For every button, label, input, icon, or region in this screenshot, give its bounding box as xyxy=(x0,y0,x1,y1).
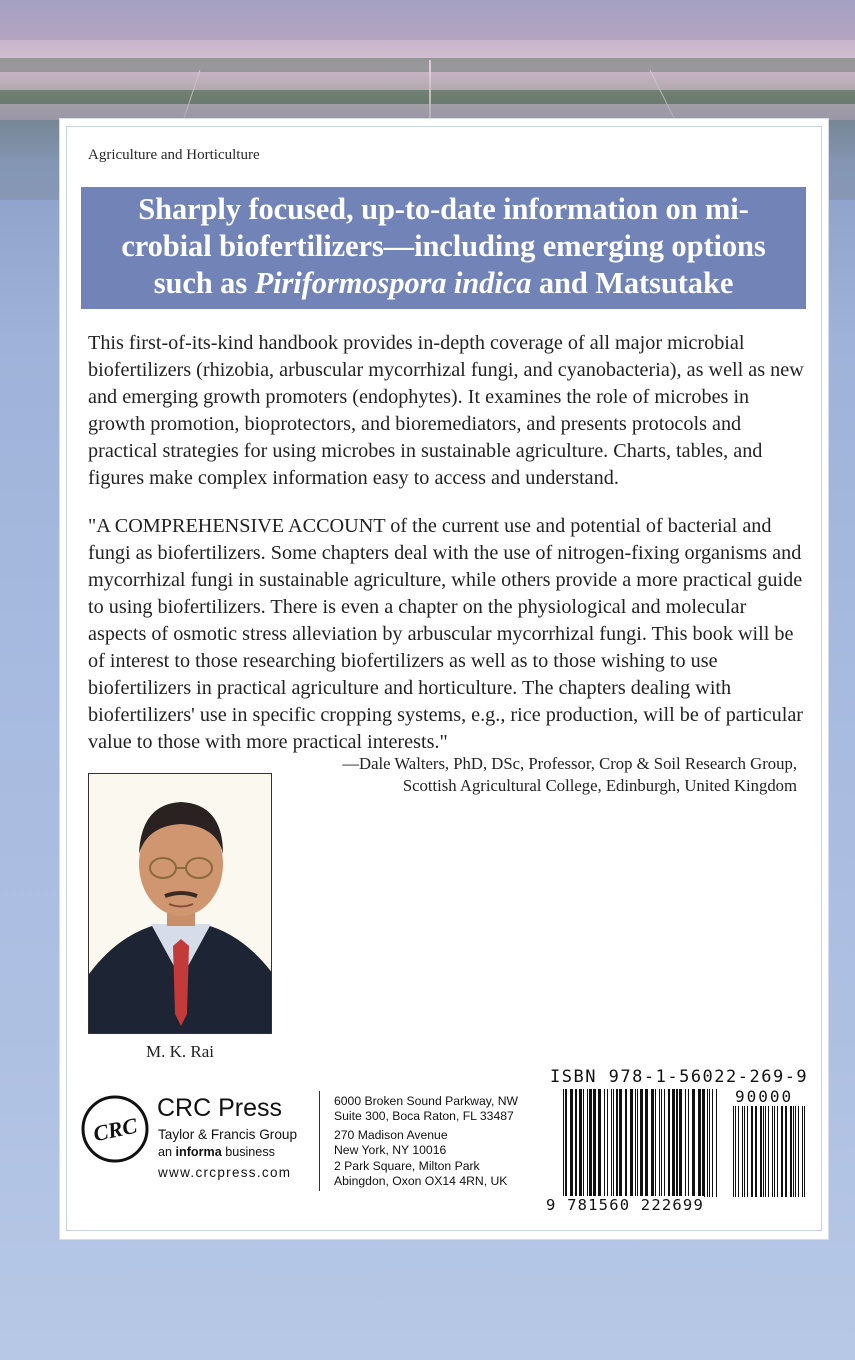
barcode-bar xyxy=(672,1089,675,1197)
isbn-label: ISBN 978-1-56022-269-9 xyxy=(550,1067,809,1087)
publisher-group: Taylor & Francis Group xyxy=(158,1127,298,1142)
barcode-bar xyxy=(716,1089,717,1197)
barcode-bar xyxy=(804,1106,805,1197)
isbn-barcode xyxy=(563,1089,718,1197)
headline-line-3 xyxy=(81,265,806,302)
barcode-bar xyxy=(635,1089,636,1197)
barcode-bar xyxy=(760,1106,762,1197)
barcode-bar xyxy=(655,1089,656,1197)
barcode-bar xyxy=(664,1089,665,1197)
barcode-bar xyxy=(563,1089,564,1197)
headline-banner xyxy=(81,187,806,309)
barcode-bar xyxy=(707,1089,708,1197)
barcode-bar xyxy=(619,1089,622,1197)
barcode-bar xyxy=(579,1089,582,1197)
barcode-bar xyxy=(570,1089,573,1197)
barcode-bar xyxy=(645,1089,648,1197)
barcode-bar xyxy=(709,1089,710,1197)
attribution-line-1: —Dale Walters, PhD, DSc, Professor, Crop & Soil Research Group, xyxy=(342,754,797,773)
barcode-bar xyxy=(640,1089,643,1197)
barcode-bar xyxy=(625,1089,627,1197)
address-line: Abingdon, Oxon OX14 4RN, UK xyxy=(334,1174,508,1188)
barcode-bar xyxy=(777,1106,778,1197)
barcode-bar xyxy=(763,1106,764,1197)
barcode-bar xyxy=(593,1089,596,1197)
barcode-bar xyxy=(785,1106,787,1197)
barcode-bar xyxy=(772,1106,773,1197)
business-pre: an xyxy=(158,1145,176,1159)
author-photo xyxy=(88,773,272,1034)
barcode-bar xyxy=(735,1106,736,1197)
attribution-line-2: Scottish Agricultural College, Edinburgh, United Kingdom xyxy=(402,776,797,795)
headline-line-2: crobial biofertilizers—including emerging options xyxy=(121,229,766,263)
barcode-bar xyxy=(565,1089,567,1197)
crc-logo-text: CRC xyxy=(90,1112,140,1147)
headline-line-3-pre: such as xyxy=(153,266,255,300)
barcode-digits: 9 781560 222699 xyxy=(546,1196,704,1214)
barcode-bar xyxy=(795,1106,796,1197)
publisher-divider xyxy=(319,1091,320,1191)
barcode-bar xyxy=(802,1106,803,1197)
barcode-bar xyxy=(598,1089,601,1197)
business-brand: informa xyxy=(175,1145,222,1159)
price-barcode xyxy=(733,1106,806,1197)
barcode-bar xyxy=(790,1106,792,1197)
barcode-bar xyxy=(768,1106,769,1197)
barcode-bar xyxy=(587,1089,588,1197)
publisher-url[interactable]: www.crcpress.com xyxy=(158,1165,292,1180)
barcode-bar xyxy=(607,1089,608,1197)
author-portrait-illustration xyxy=(89,774,272,1034)
barcode-bar xyxy=(589,1089,592,1197)
barcode-bar xyxy=(698,1089,701,1197)
barcode-bar xyxy=(651,1089,654,1197)
barcode-bar xyxy=(613,1089,614,1197)
address-line: 270 Madison Avenue xyxy=(334,1128,448,1142)
address-abingdon xyxy=(334,1159,507,1189)
barcode-bar xyxy=(611,1089,612,1197)
barcode-bar xyxy=(676,1089,678,1197)
barcode-bar xyxy=(575,1089,577,1197)
barcode-bar xyxy=(793,1106,794,1197)
barcode-bar xyxy=(668,1089,670,1197)
publisher-business xyxy=(158,1145,275,1159)
barcode-bar xyxy=(616,1089,618,1197)
headline-species-name: Piriformospora indica xyxy=(254,266,532,300)
barcode-bar xyxy=(747,1106,748,1197)
barcode-bar xyxy=(583,1089,584,1197)
barcode-bar xyxy=(733,1106,734,1197)
barcode-bar xyxy=(692,1089,695,1197)
address-new-york xyxy=(334,1128,448,1158)
category-label: Agriculture and Horticulture xyxy=(88,147,260,163)
barcode-bar xyxy=(661,1089,662,1197)
barcode-bar xyxy=(742,1106,743,1197)
review-attribution xyxy=(300,753,797,797)
barcode-bar xyxy=(781,1106,783,1197)
barcode-bar xyxy=(744,1106,745,1197)
author-caption: M. K. Rai xyxy=(146,1042,214,1061)
price-code: 90000 xyxy=(735,1087,794,1106)
review-quote: "A COMPREHENSIVE ACCOUNT of the current use and potential of bacterial and fungi as biofertilizers. Some chapters deal with the use of nitrogen-fixing organisms and mycorrhizal fungi in sustainable agriculture, while others provide a more practical guide to using biofertilizers. There is even a chapter on the physiological and molecular aspects of osmotic stress alleviation by arbuscular mycorrhizal fungi. This book will be of interest to those researching biofertilizers as well as to those wishing to use biofertilizers in practical agriculture and horticulture. The chapters dealing with biofertilizers' use in specific cropping systems, e.g., rice production, will be of particular value to those with more practical interests." xyxy=(88,515,804,753)
barcode-bar xyxy=(774,1106,775,1197)
barcode-bar xyxy=(685,1089,686,1197)
barcode-bar xyxy=(738,1106,739,1197)
address-line: Suite 300, Boca Raton, FL 33487 xyxy=(334,1109,514,1123)
address-boca-raton xyxy=(334,1094,518,1124)
business-post: business xyxy=(221,1145,275,1159)
barcode-bar xyxy=(798,1106,799,1197)
address-line: New York, NY 10016 xyxy=(334,1143,447,1157)
barcode-bar xyxy=(712,1089,713,1197)
barcode-bar xyxy=(755,1106,757,1197)
address-line: 6000 Broken Sound Parkway, NW xyxy=(334,1094,519,1108)
book-description: This first-of-its-kind handbook provides in-depth coverage of all major microbial biofertilizers (rhizobia, arbuscular mycorrhizal fungi, and cyanobacteria), as well as new and emerging growth promoters (endophytes). It examines the role of microbes in growth promotion, bioprotectors, and bioremediators, and presents protocols and practical strategies for using microbes in sustainable agriculture. Charts, tables, and figures make complex information easy to access and understand. xyxy=(88,332,804,489)
barcode-bar xyxy=(751,1106,753,1197)
address-line: 2 Park Square, Milton Park xyxy=(334,1159,480,1173)
barcode-bar xyxy=(604,1089,605,1197)
barcode-bar xyxy=(630,1089,633,1197)
barcode-bar xyxy=(702,1089,705,1197)
barcode-bar xyxy=(659,1089,660,1197)
barcode-bar xyxy=(637,1089,638,1197)
publisher-name: CRC Press xyxy=(157,1094,283,1122)
barcode-bar xyxy=(688,1089,689,1197)
barcode-bar xyxy=(765,1106,766,1197)
headline-line-3-post: and Matsutake xyxy=(531,266,734,300)
barcode-bar xyxy=(679,1089,682,1197)
crc-logo-icon xyxy=(80,1094,150,1164)
headline-line-1: Sharply focused, up-to-date information on mi- xyxy=(138,192,749,226)
